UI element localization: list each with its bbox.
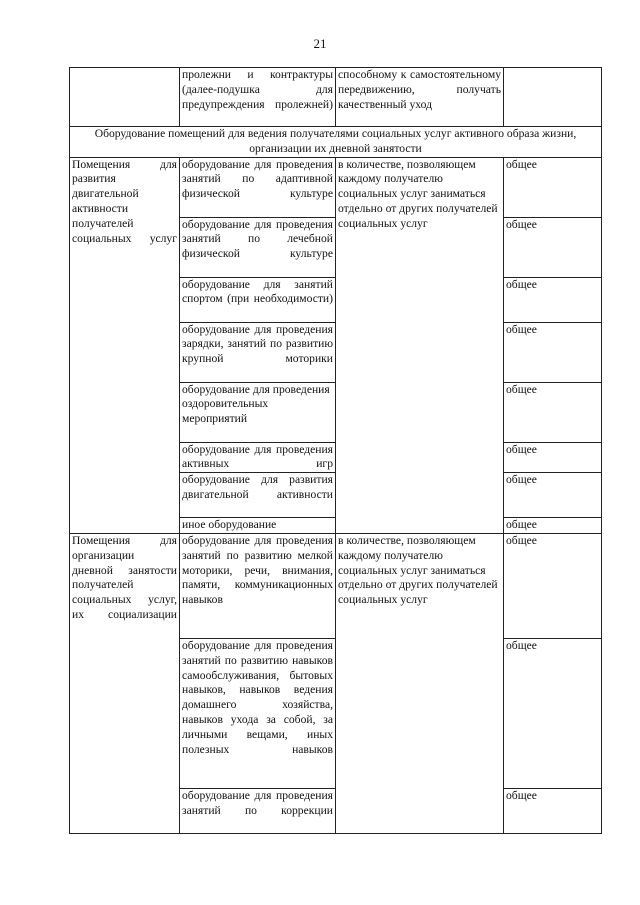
type-cell: общее	[504, 518, 602, 534]
quantity-cell	[336, 68, 504, 127]
page-number: 21	[313, 36, 327, 51]
table-row	[70, 68, 602, 127]
type-cell: общее	[504, 382, 602, 442]
equipment-cell: оборудование для проведения занятий по развитию навыков самообслуживания, бытовых навыков, навыков ведения домашнего хозяйства, навыков ухода за собой, за личными вещами, иных полезных навыков	[180, 638, 336, 788]
equipment-cell: оборудование для развития двигательной активности	[180, 473, 336, 518]
equipment-cell: оборудование для проведения занятий по адаптивной физической культуре	[180, 157, 336, 217]
quantity-text-end: качественный уход	[338, 97, 432, 111]
room-cell	[70, 68, 180, 127]
type-cell: общее	[504, 638, 602, 788]
type-cell: общее	[504, 277, 602, 322]
type-cell: общее	[504, 157, 602, 217]
equipment-cell: оборудование для проведения занятий по лечебной физической культуре	[180, 217, 336, 277]
table-row	[70, 157, 602, 217]
section-heading-row	[70, 127, 602, 158]
equipment-cell: пролежни и контрактуры (далее-подушка для предупреждения пролежней)	[180, 68, 336, 127]
equipment-cell: оборудование для занятий спортом (при необходимости)	[180, 277, 336, 322]
equipment-cell: иное оборудование	[180, 518, 336, 534]
quantity-cell: в количестве, позволяющем каждому получателю социальных услуг заниматься отдельно от других получателей социальных услуг	[336, 533, 504, 833]
equipment-table	[69, 67, 602, 834]
equipment-cell: оборудование для проведения зарядки, занятий по развитию крупной моторики	[180, 322, 336, 382]
equipment-cell: оборудование для проведения активных игр	[180, 442, 336, 473]
type-cell: общее	[504, 442, 602, 473]
type-cell: общее	[504, 322, 602, 382]
type-cell: общее	[504, 473, 602, 518]
table-row	[70, 533, 602, 638]
type-cell: общее	[504, 217, 602, 277]
room-cell: Помещения для развития двигательной активности получателей социальных услуг	[70, 157, 180, 533]
type-cell: общее	[504, 533, 602, 638]
type-cell: общее	[504, 788, 602, 833]
type-cell	[504, 68, 602, 127]
equipment-cell: оборудование для проведения занятий по коррекции	[180, 788, 336, 833]
quantity-cell: в количестве, позволяющем каждому получателю социальных услуг заниматься отдельно от других получателей социальных услуг	[336, 157, 504, 533]
room-cell: Помещения для организации дневной занятости получателей социальных услуг, их социализации	[70, 533, 180, 833]
section-heading: Оборудование помещений для ведения получателями социальных услуг активного образа жизни, организации их дневной занятости	[70, 127, 602, 158]
equipment-cell: оборудование для проведения занятий по развитию мелкой моторики, речи, внимания, памяти, коммуникационных навыков	[180, 533, 336, 638]
equipment-cell: оборудование для проведения оздоровительных мероприятий	[180, 382, 336, 442]
quantity-text: способному к самостоятельному передвижению, получать	[338, 68, 501, 96]
